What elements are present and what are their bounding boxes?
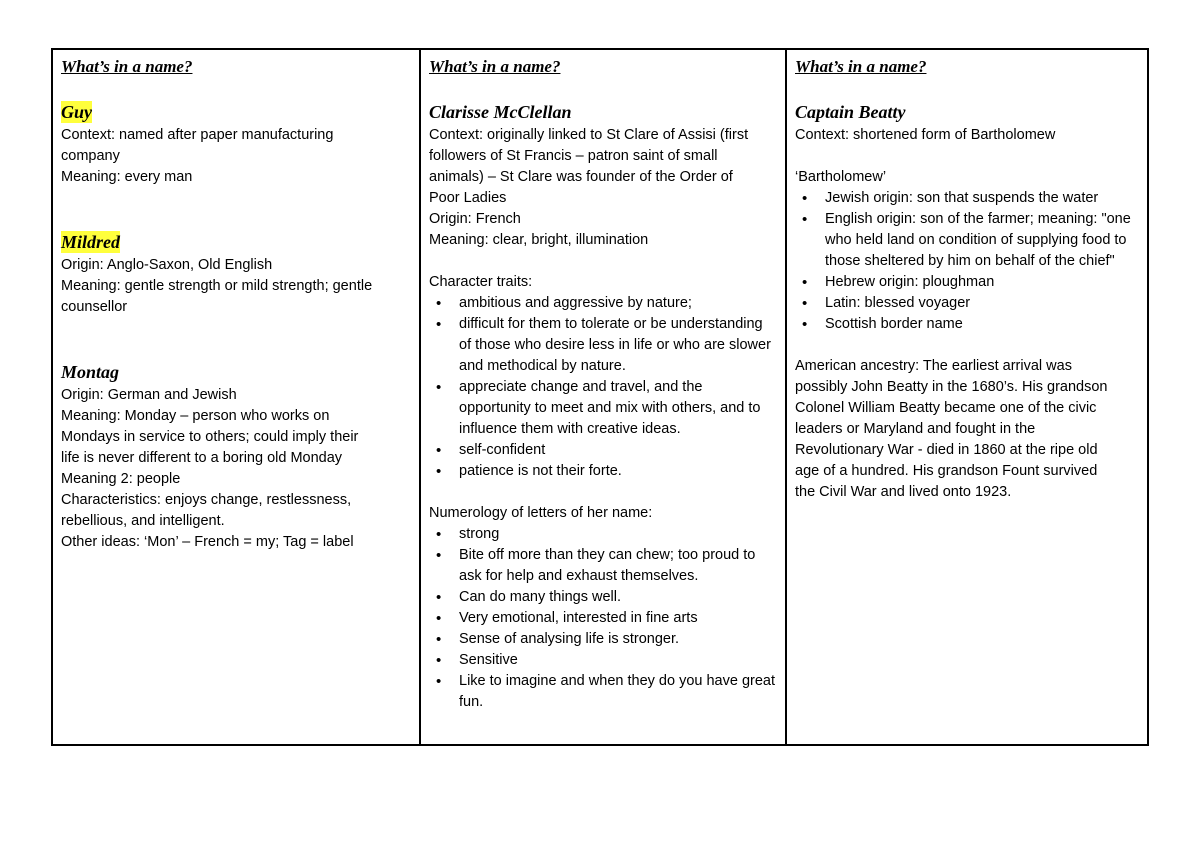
bartholomew-origins-list: [795, 188, 1139, 335]
ancestry-line: the Civil War and lived onto 1923.: [795, 484, 1012, 500]
list-item: • Latin: blessed voyager: [795, 293, 1139, 314]
numerology-list: [429, 524, 777, 713]
name-clarisse: Clarisse McClellan: [429, 102, 572, 122]
list-item: • Hebrew origin: ploughman: [795, 272, 1139, 293]
list-item: • Scottish border name: [795, 314, 1139, 335]
list-item: • difficult for them to tolerate or be understanding of those who desire less in life or who are slower and methodical by nature.: [429, 314, 777, 377]
character-traits-label: Character traits:: [429, 274, 533, 290]
mildred-line: counsellor: [61, 299, 128, 315]
name-captain-beatty: Captain Beatty: [795, 102, 906, 122]
list-item: • self-confident: [429, 440, 777, 461]
montag-line: Mondays in service to others; could imply their: [61, 429, 359, 445]
montag-line: life is never different to a boring old Monday: [61, 450, 343, 466]
list-item: • appreciate change and travel, and the opportunity to meet and mix with others, and to influence them with creative ideas.: [429, 377, 777, 440]
mildred-line: Origin: Anglo-Saxon, Old English: [61, 257, 273, 273]
list-item: • Bite off more than they can chew; too proud to ask for help and exhaust themselves.: [429, 545, 777, 587]
column-heading: What’s in a name?: [795, 57, 927, 76]
character-traits-list: [429, 293, 777, 482]
montag-line: rebellious, and intelligent.: [61, 513, 225, 529]
clarisse-intro-line: Origin: French: [429, 211, 521, 227]
montag-line: Meaning: Monday – person who works on: [61, 408, 330, 424]
name-guy: Guy: [61, 102, 92, 122]
clarisse-intro-line: Poor Ladies: [429, 190, 507, 206]
ancestry-line: American ancestry: The earliest arrival was: [795, 358, 1072, 374]
names-table: [51, 48, 1149, 746]
column-heading: What’s in a name?: [429, 57, 561, 76]
list-item: • Sense of analysing life is stronger.: [429, 629, 777, 650]
list-item: • Like to imagine and when they do you have great fun.: [429, 671, 777, 713]
name-montag: Montag: [61, 362, 120, 382]
column-heading: What’s in a name?: [61, 57, 193, 76]
montag-line: Characteristics: enjoys change, restlessness,: [61, 492, 352, 508]
ancestry-line: possibly John Beatty in the 1680’s. His grandson: [795, 379, 1108, 395]
ancestry-line: Revolutionary War - died in 1860 at the ripe old: [795, 442, 1098, 458]
clarisse-intro-line: Meaning: clear, bright, illumination: [429, 232, 649, 248]
list-item: • patience is not their forte.: [429, 461, 777, 482]
beatty-context: Context: shortened form of Bartholomew: [795, 127, 1056, 143]
guy-line: Meaning: every man: [61, 169, 193, 185]
column-clarisse: [419, 50, 785, 744]
list-item: • Sensitive: [429, 650, 777, 671]
list-item: • Can do many things well.: [429, 587, 777, 608]
ancestry-line: leaders or Maryland and fought in the: [795, 421, 1036, 437]
clarisse-intro-line: animals) – St Clare was founder of the Order of: [429, 169, 733, 185]
montag-line: Origin: German and Jewish: [61, 387, 237, 403]
list-item: • English origin: son of the farmer; meaning: "one who held land on condition of supplying food to those sheltered by him on behalf of the chief": [795, 209, 1139, 272]
ancestry-line: age of a hundred. His grandson Fount survived: [795, 463, 1098, 479]
name-mildred: Mildred: [61, 232, 121, 252]
list-item: • ambitious and aggressive by nature;: [429, 293, 777, 314]
numerology-label: Numerology of letters of her name:: [429, 505, 653, 521]
mildred-line: Meaning: gentle strength or mild strength; gentle: [61, 278, 373, 294]
column-beatty: [785, 50, 1147, 744]
guy-line: Context: named after paper manufacturing: [61, 127, 334, 143]
ancestry-line: Colonel William Beatty became one of the civic: [795, 400, 1097, 416]
bartholomew-label: ‘Bartholomew’: [795, 169, 887, 185]
montag-line: Meaning 2: people: [61, 471, 181, 487]
clarisse-intro-line: Context: originally linked to St Clare of Assisi (first: [429, 127, 749, 143]
list-item: • Jewish origin: son that suspends the water: [795, 188, 1139, 209]
guy-line: company: [61, 148, 120, 164]
list-item: • strong: [429, 524, 777, 545]
montag-line: Other ideas: ‘Mon’ – French = my; Tag = label: [61, 534, 354, 550]
list-item: • Very emotional, interested in fine arts: [429, 608, 777, 629]
column-guy-mildred-montag: [53, 50, 419, 744]
clarisse-intro-line: followers of St Francis – patron saint of small: [429, 148, 718, 164]
